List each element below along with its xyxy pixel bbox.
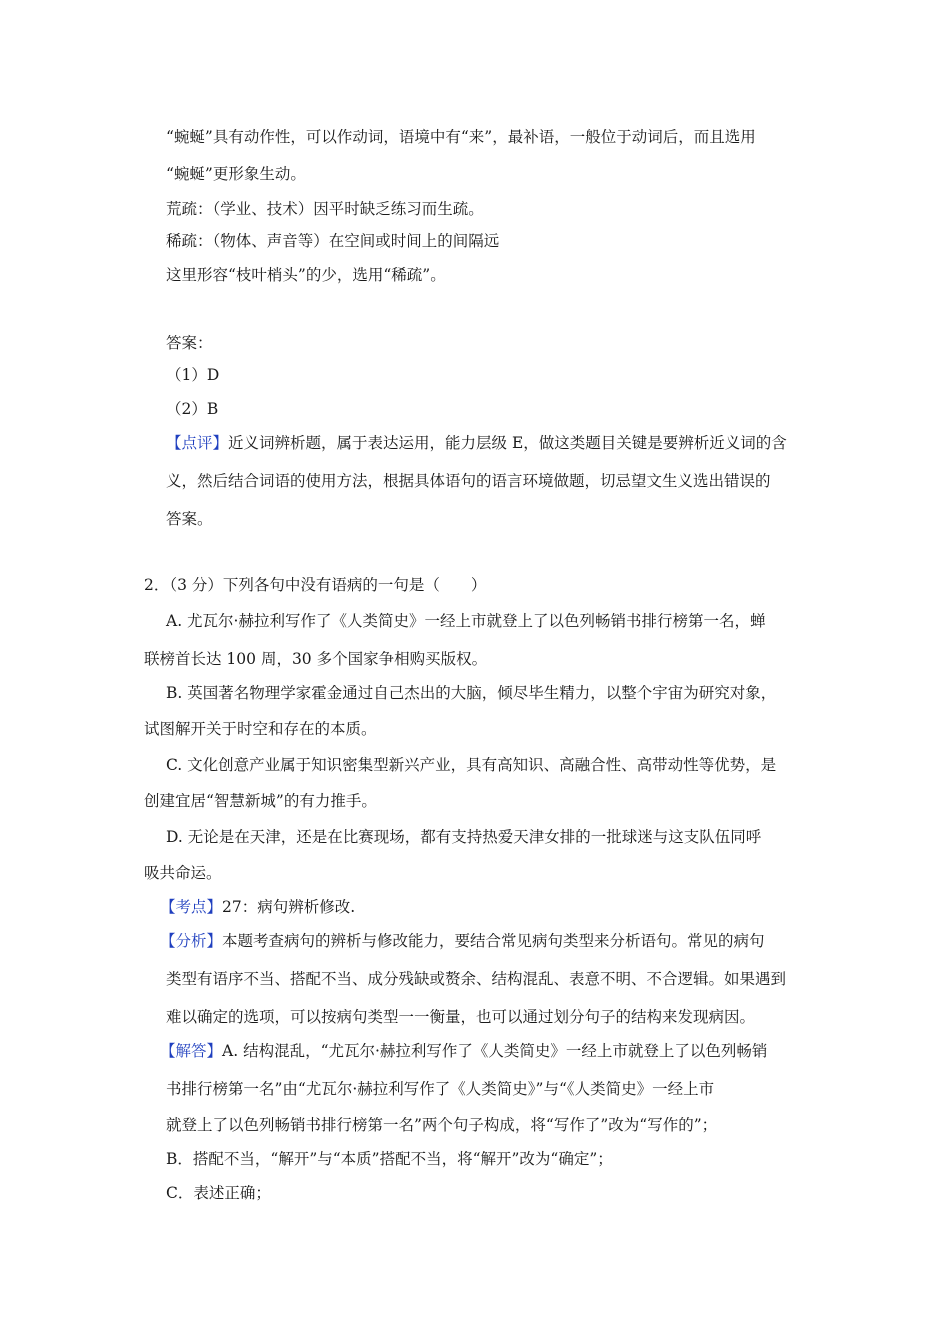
comment-line-1 — [166, 432, 787, 454]
comment-line-2: 义，然后结合词语的使用方法，根据具体语句的语言环境做题，切忌望文生义选出错误的 — [166, 472, 771, 490]
option-b-line-1: B. 英国著名物理学家霍金通过自己杰出的大脑，倾尽毕生精力，以整个宇宙为研究对象， — [166, 684, 777, 702]
jieda-line-4: B．搭配不当，“解开”与“本质”搭配不当，将“解开”改为“确定”； — [166, 1150, 613, 1168]
jieda-text-1: A. 结构混乱，“尤瓦尔·赫拉利写作了《人类简史》一经上市就登上了以色列畅销 — [222, 1042, 768, 1060]
jieda-line-5: C．表述正确； — [166, 1184, 271, 1202]
jieda-line-2: 书排行榜第一名”由“尤瓦尔·赫拉利写作了《人类简史》”与“《人类简史》一经上市 — [166, 1080, 715, 1098]
comment-line-3: 答案。 — [166, 510, 213, 528]
option-c-line-1: C. 文化创意产业属于知识密集型新兴产业，具有高知识、高融合性、高带动性等优势，是 — [166, 756, 777, 774]
option-d-line-2: 吸共命运。 — [144, 864, 222, 882]
explanation-line-5: 这里形容“枝叶梢头”的少，选用“稀疏”。 — [166, 266, 446, 284]
kaodian-text: 27：病句辨析修改. — [222, 898, 356, 916]
jieda-tag: 【解答】 — [160, 1042, 223, 1060]
option-b-line-2: 试图解开关于时空和存在的本质。 — [144, 720, 377, 738]
comment-tag: 【点评】 — [166, 434, 229, 452]
answer-item-1: （1）D — [166, 366, 220, 384]
question-2-stem: 2．（3 分）下列各句中没有语病的一句是（ ） — [144, 576, 487, 594]
answer-item-2: （2）B — [166, 400, 219, 418]
jieda-line-1 — [160, 1040, 767, 1062]
option-c-line-2: 创建宜居“智慧新城”的有力推手。 — [144, 792, 377, 810]
fenxi-line-3: 难以确定的选项，可以按病句类型一一衡量，也可以通过划分句子的结构来发现病因。 — [166, 1008, 756, 1026]
explanation-line-3: 荒疏：（学业、技术）因平时缺乏练习而生疏。 — [166, 200, 484, 218]
explanation-line-1: “蜿蜒”具有动作性，可以作动词，语境中有“来”，最补语，一般位于动词后，而且选用 — [166, 128, 756, 146]
kaodian-line — [160, 896, 355, 918]
explanation-line-4: 稀疏：（物体、声音等）在空间或时间上的间隔远 — [166, 232, 500, 250]
fenxi-line-1 — [160, 930, 765, 952]
explanation-line-2: “蜿蜒”更形象生动。 — [166, 165, 306, 183]
option-a-line-2: 联榜首长达 100 周，30 多个国家争相购买版权。 — [144, 650, 488, 668]
kaodian-tag: 【考点】 — [160, 898, 223, 916]
jieda-line-3: 就登上了以色列畅销书排行榜第一名”两个句子构成，将“写作了”改为“写作的”； — [166, 1116, 718, 1134]
fenxi-line-2: 类型有语序不当、搭配不当、成分残缺或赘余、结构混乱、表意不明、不合逻辑。如果遇到 — [166, 970, 787, 988]
option-d-line-1: D. 无论是在天津，还是在比赛现场，都有支持热爱天津女排的一批球迷与这支队伍同呼 — [166, 828, 762, 846]
comment-text-1: 近义词辨析题，属于表达运用，能力层级 E，做这类题目关键是要辨析近义词的含 — [228, 434, 787, 452]
option-a-line-1: A. 尤瓦尔·赫拉利写作了《人类简史》一经上市就登上了以色列畅销书排行榜第一名，蝉 — [166, 612, 766, 630]
fenxi-text-1: 本题考查病句的辨析与修改能力，要结合常见病句类型来分析语句。常见的病句 — [222, 932, 765, 950]
answer-label: 答案： — [166, 334, 213, 352]
fenxi-tag: 【分析】 — [160, 932, 223, 950]
